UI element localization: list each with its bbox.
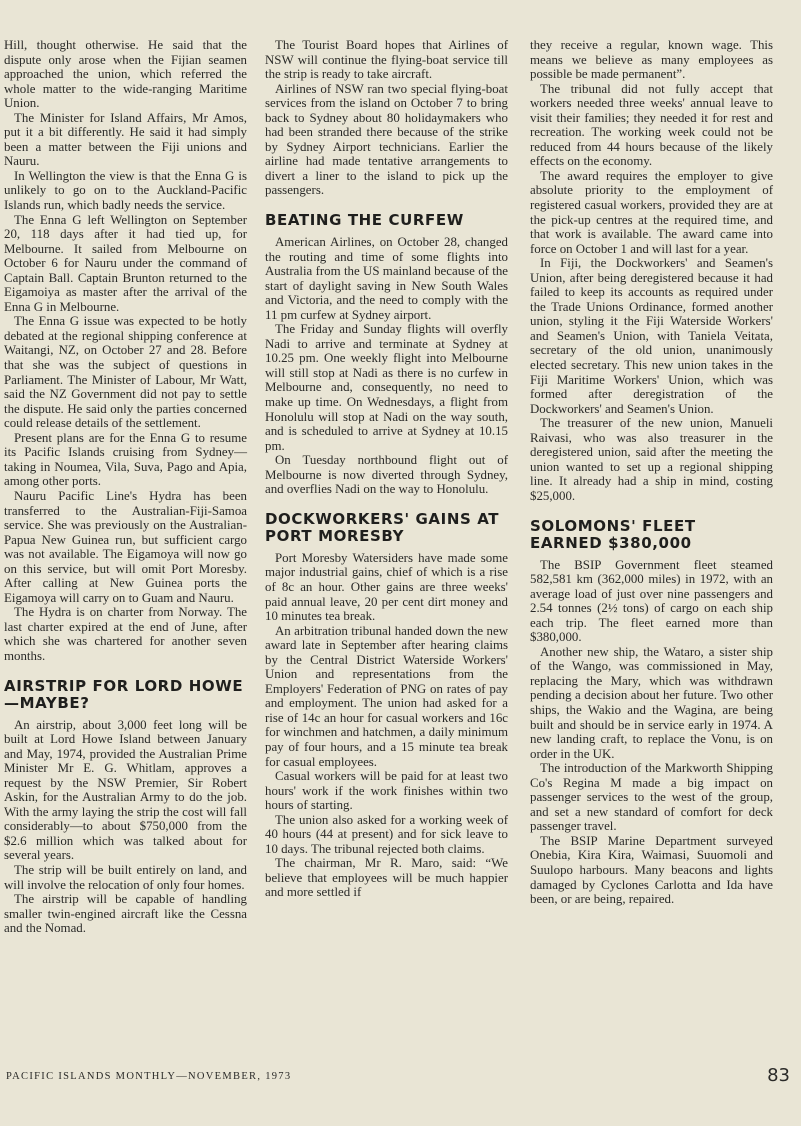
paragraph: The chairman, Mr R. Maro, said: “We believe that employees will be much happier and more settled if <box>265 856 508 900</box>
paragraph: The union also asked for a working week of 40 hours (44 at present) and for sick leave to 10 days. The tribunal rejected both claims. <box>265 812 508 856</box>
paragraph: In Wellington the view is that the Enna G is unlikely to go on to the Auckland-Pacific Islands run, which badly needs the service. <box>4 168 247 213</box>
publication-line: PACIFIC ISLANDS MONTHLY—NOVEMBER, 1973 <box>6 1071 292 1082</box>
paragraph: The treasurer of the new union, Manueli Raivasi, who was also treasurer in the deregistered union, said after the meeting the union wanted to set up a regional shipping line. It already had a ship in mind, costing $25,000. <box>530 416 773 503</box>
paragraph: Port Moresby Watersiders have made some major industrial gains, chief of which is a rise of 8c an hour. Other gains are three weeks' paid annual leave, 20 per cent dirt money and 10 minutes tea break. <box>265 550 508 624</box>
article-heading-curfew: BEATING THE CURFEW <box>265 211 464 230</box>
paragraph: The Hydra is on charter from Norway. The last charter expired at the end of June, after which she was chartered for another seven months. <box>4 605 247 663</box>
paragraph: The Tourist Board hopes that Airlines of NSW will continue the flying-boat service till the strip is ready to take aircraft. <box>265 38 508 82</box>
paragraph: Nauru Pacific Line's Hydra has been transferred to the Australian-Fiji-Samoa service. She was previously on the Australian-Papua New Guinea run, but sufficient cargo was not available. The Eigamoya will now go on this service, but will omit Port Moresby. After calling at New Guinea ports the Eigamoya will carry on to Guam and Nauru. <box>4 488 247 605</box>
paragraph: The Friday and Sunday flights will overfly Nadi to arrive and terminate at Sydney at 10.25 pm. One weekly flight into Melbourne will still stop at Nadi as there is no curfew in Melbourne and, consequently, no need to make up time. On Wednesdays, a flight from Honolulu will stop at Nadi on the way south, and is scheduled to arrive at Sydney at 10.15 pm. <box>265 322 508 453</box>
article-heading-airstrip: AIRSTRIP FOR LORD HOWE—MAYBE? <box>4 676 244 712</box>
column-left <box>4 38 247 936</box>
paragraph: The Enna G issue was expected to be hotly debated at the regional shipping conference at Waitangi, NZ, on October 27 and 28. Before that she was the subject of questions in Parliament. The Minister of Labour, Mr Watt, said the NZ Government did not pay to settle the dispute. He said only the parties concerned could release details of the settlement. <box>4 314 247 431</box>
paragraph: An arbitration tribunal handed down the new award late in September after hearing claims by the Central District Waterside Workers' Union and representations from the Employers' Federation of PNG on rates of pay and employment. The union had asked for a rise of 14c an hour for casual workers and 16c for winchmen and hatchmen, a daily minimum pay of four hours, and a 15 minute tea break for casual employees. <box>265 623 508 769</box>
paragraph: The BSIP Government fleet steamed 582,581 km (362,000 miles) in 1972, with an average load of just over nine passengers and 2.54 tonnes (2½ tons) of cargo on each ship each trip. The fleet earned more than $380,000. <box>530 557 773 645</box>
paragraph: Present plans are for the Enna G to resume its Pacific Islands cruising from Sydney—taking in Noumea, Vila, Suva, Pago and Apia, among other ports. <box>4 430 247 489</box>
paragraph: Hill, thought otherwise. He said that the dispute only arose when the Fijian seamen approached the union, which referred the whole matter to the wide-ranging Maritime Union. <box>4 38 247 111</box>
article-heading-solomons: SOLOMONS' FLEET EARNED $380,000 <box>530 516 696 552</box>
paragraph: American Airlines, on October 28, changed the routing and time of some flights into Australia from the US mainland because of the start of daylight saving in New South Wales and Victoria, and the need to comply with the 11 pm curfew at Sydney airport. <box>265 235 508 322</box>
paragraph: Another new ship, the Wataro, a sister ship of the Wango, was commissioned in May, replacing the Mary, which was withdrawn pending a decision about her future. Two other ships, the Wakio and the Wagina, are being built and should be in service early in 1974. A new landing craft, to replace the Vonu, is on order in the UK. <box>530 644 773 761</box>
page-number: 83 <box>767 1065 790 1086</box>
paragraph: Casual workers will be paid for at least two hours' work if the work finishes within two hours of starting. <box>265 769 508 813</box>
paragraph: The airstrip will be capable of handling smaller twin-engined aircraft like the Cessna and the Nomad. <box>4 892 247 936</box>
paragraph: The Enna G left Wellington on September 20, 118 days after it had tied up, for Melbourne. It sailed from Melbourne on October 6 for Nauru under the command of Captain Ball. Captain Brunton returned to the Eigamoiya as master after the arrival of the Enna G in Melbourne. <box>4 212 247 314</box>
paragraph: An airstrip, about 3,000 feet long will be built at Lord Howe Island between January and May, 1974, provided the Australian Prime Minister Mr E. G. Whitlam, approves a request by the NSW Premier, Sir Robert Askin, for the Australian Army to do the job. With the army laying the strip the cost will fall considerably—to about $750,000 from the $2.6 million which was talked about for several years. <box>4 717 247 863</box>
paragraph: Airlines of NSW ran two special flying-boat services from the island on October 7 to bring back to Sydney about 80 holidaymakers who had been stranded there because of the strike by Sydney Airport technicians. Earlier the airline had made tentative arrangements to divert a liner to the island to pick up the passengers. <box>265 81 508 198</box>
paragraph: The introduction of the Markworth Shipping Co's Regina M made a big impact on passenger services to the west of the group, and set a new standard of comfort for deck passenger travel. <box>530 761 773 834</box>
column-right <box>530 38 773 907</box>
paragraph: The BSIP Marine Department surveyed Onebia, Kira Kira, Waimasi, Suuomoli and Suulopo harbours. Many beacons and lights damaged by Cyclones Carlotta and Ida have been, or are being, repaired. <box>530 833 773 907</box>
column-middle <box>265 38 508 900</box>
paragraph: The award requires the employer to give absolute priority to the employment of registered casual workers, provided they are at the pick-up centres at the required time, and that work is available. The award came into force on October 1 and will last for a year. <box>530 168 773 256</box>
article-heading-dockworkers: DOCKWORKERS' GAINS AT PORT MORESBY <box>265 509 500 545</box>
paragraph: The tribunal did not fully accept that workers needed three weeks' annual leave to visit their families; they needed it for rest and recreation. The working week could not be reduced from 44 hours because of the likely effects on the economy. <box>530 81 773 169</box>
paragraph: In Fiji, the Dockworkers' and Seamen's Union, after being deregistered because it had failed to keep its accounts as required under the Trade Unions Ordinance, formed another union, styling it the Fiji Waterside Workers' and Seamen's Union, with Taniela Veitata, secretary of the old union, unanimously elected secretary. This new union takes in the Fiji Maritime Workers' Union, which was formed after deregistration of the Dockworkers' and Seamen's Union. <box>530 256 773 416</box>
paragraph: The strip will be built entirely on land, and will involve the relocation of only four homes. <box>4 862 247 892</box>
paragraph: The Minister for Island Affairs, Mr Amos, put it a bit differently. He said it had simply been a matter between the Fiji unions and Nauru. <box>4 110 247 169</box>
page-footer <box>6 1065 790 1089</box>
paragraph: they receive a regular, known wage. This means we believe as many employees as possible be made permanent”. <box>530 38 773 82</box>
paragraph: On Tuesday northbound flight out of Melbourne is now diverted through Sydney, and overflies Nadi on the way to Honolulu. <box>265 453 508 497</box>
